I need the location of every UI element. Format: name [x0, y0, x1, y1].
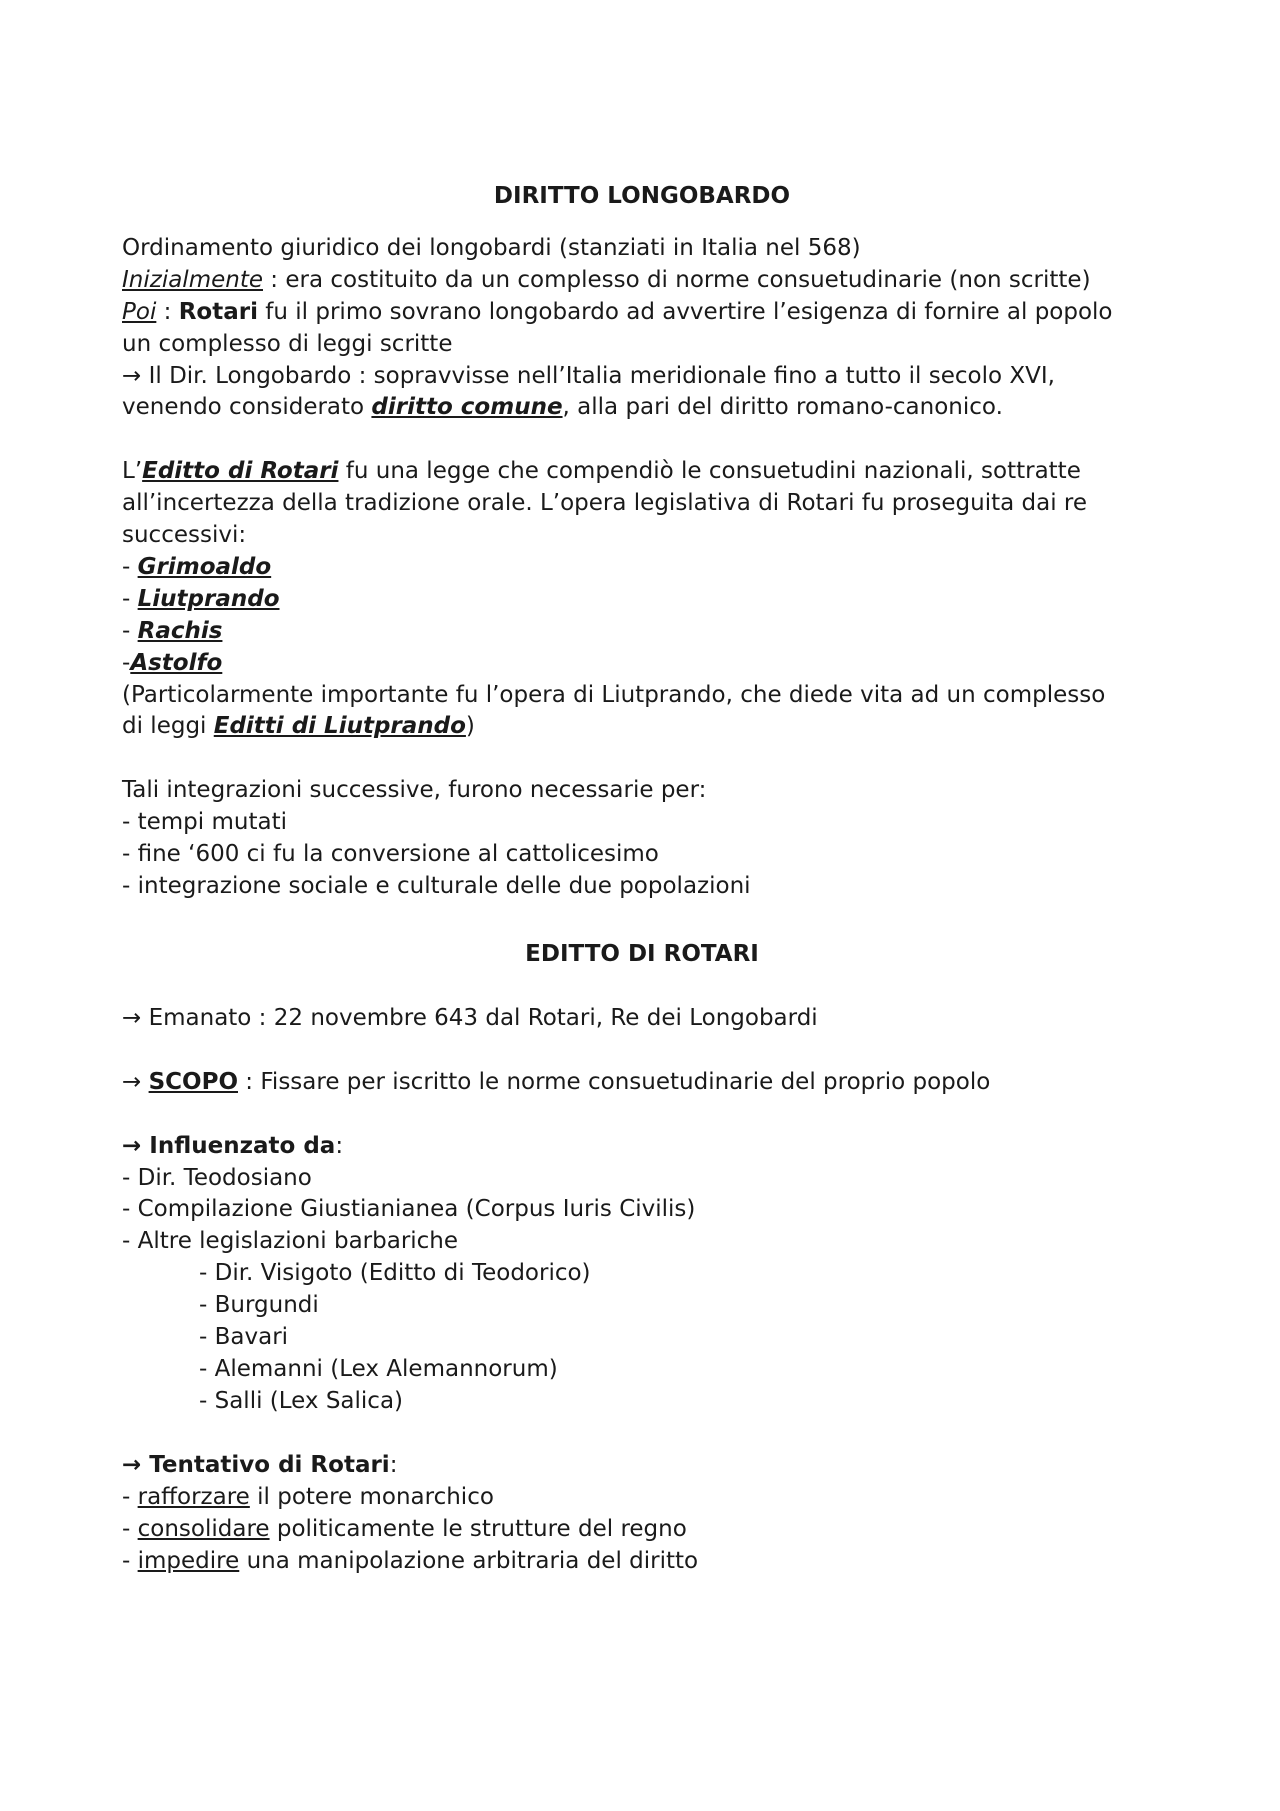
text-run: :	[389, 1451, 398, 1478]
king-name: Rachis	[137, 617, 223, 644]
list-item: - Altre legislazioni barbariche	[122, 1228, 459, 1255]
paragraph-line	[122, 297, 1162, 329]
paragraph-line	[122, 1450, 1162, 1482]
paragraph-line	[122, 1131, 1162, 1163]
list-item: - Dir. Teodosiano	[122, 1164, 312, 1191]
section-title-diritto-longobardo: DIRITTO LONGOBARDO	[493, 183, 791, 209]
text-run: di leggi	[122, 713, 214, 740]
paragraph-line: un complesso di leggi scritte	[122, 330, 453, 357]
emphasis-text: Editti di Liutprando	[213, 713, 466, 740]
list-item: - integrazione sociale e culturale delle due popolazioni	[122, 873, 751, 899]
list-prefix: -	[122, 553, 138, 580]
text-run: : Fissare per iscritto le norme consuetudinarie del proprio popolo	[238, 1068, 991, 1095]
scopo-label: SCOPO	[148, 1068, 238, 1095]
verb-text: consolidare	[137, 1515, 270, 1542]
paragraph-line	[122, 456, 1162, 488]
section-title-editto-di-rotari: EDITTO DI ROTARI	[525, 940, 759, 967]
influenzato-label: → Influenzato da	[122, 1132, 336, 1159]
list-subitem: - Dir. Visigoto (Editto di Teodorico)	[199, 1260, 591, 1287]
list-item	[122, 1514, 1162, 1546]
list-prefix: -	[122, 1483, 138, 1510]
list-subitem: - Burgundi	[199, 1292, 319, 1319]
list-item	[122, 1482, 1162, 1514]
list-item-king	[122, 616, 1162, 648]
emphasis-text: Editto di Rotari	[142, 458, 339, 485]
list-prefix: -	[122, 585, 138, 612]
emphasis-text: diritto comune	[371, 394, 563, 421]
tentativo-label: → Tentativo di Rotari	[122, 1451, 390, 1478]
list-prefix: -	[122, 617, 138, 644]
paragraph-line: Tali integrazioni successive, furono necessarie per:	[122, 777, 707, 804]
list-item: - Compilazione Giustianianea (Corpus Iuris Civilis)	[122, 1196, 696, 1223]
list-item-king	[122, 584, 1162, 616]
list-prefix: -	[122, 1515, 138, 1542]
text-run: →	[122, 1068, 149, 1095]
list-subitem: - Alemanni (Lex Alemannorum)	[199, 1355, 558, 1382]
emphasis-text: Inizialmente	[122, 266, 263, 293]
king-name: Grimoaldo	[137, 553, 272, 580]
list-item-king	[122, 552, 1162, 584]
king-name: Liutprando	[137, 585, 280, 612]
list-subitem: - Bavari	[199, 1324, 289, 1351]
text-run: L’	[122, 458, 143, 485]
king-name: Astolfo	[130, 649, 223, 676]
paragraph-line	[122, 265, 1162, 297]
text-run: :	[156, 298, 179, 325]
paragraph-line: → Il Dir. Longobardo : sopravvisse nell’Italia meridionale fino a tutto il secolo XVI,	[122, 362, 1055, 389]
paragraph-line	[122, 711, 1162, 743]
list-item-king	[122, 648, 1162, 680]
list-item: - fine ‘600 ci fu la conversione al cattolicesimo	[122, 841, 659, 868]
text-run: una manipolazione arbitraria del diritto	[239, 1547, 699, 1574]
paragraph-line: Ordinamento giuridico dei longobardi (stanziati in Italia nel 568)	[122, 234, 861, 261]
text-run: politicamente le strutture del regno	[269, 1515, 687, 1542]
text-run: fu una legge che compendiò le consuetudini nazionali, sottratte	[338, 458, 1081, 485]
text-run: : era costituito da un complesso di norme consuetudinarie (non scritte)	[263, 266, 1091, 293]
list-subitem: - Salli (Lex Salica)	[199, 1387, 404, 1414]
bold-text: Rotari	[178, 298, 258, 325]
verb-text: rafforzare	[137, 1483, 250, 1510]
text-run: il potere monarchico	[249, 1483, 494, 1510]
text-run: , alla pari del diritto romano-canonico.	[562, 394, 1003, 421]
verb-text: impedire	[137, 1547, 240, 1574]
emphasis-text: Poi	[122, 298, 157, 325]
paragraph-line	[122, 392, 1162, 424]
paragraph-line	[122, 1067, 1162, 1099]
text-run: venendo considerato	[122, 394, 372, 421]
text-run: :	[335, 1132, 344, 1159]
document-page	[122, 181, 1162, 1577]
paragraph-line: successivi:	[122, 522, 247, 549]
list-prefix: -	[122, 649, 131, 676]
paragraph-line: → Emanato : 22 novembre 643 dal Rotari, Re dei Longobardi	[122, 1004, 818, 1031]
paragraph-line: (Particolarmente importante fu l’opera di Liutprando, che diede vita ad un complesso	[122, 681, 1106, 708]
text-run: )	[465, 713, 475, 740]
text-run: fu il primo sovrano longobardo ad avvertire l’esigenza di fornire al popolo	[257, 298, 1113, 325]
paragraph-line: all’incertezza della tradizione orale. L’opera legislativa di Rotari fu proseguita dai re	[122, 490, 1088, 517]
list-item	[122, 1546, 1162, 1578]
list-prefix: -	[122, 1547, 138, 1574]
list-item: - tempi mutati	[122, 809, 287, 836]
